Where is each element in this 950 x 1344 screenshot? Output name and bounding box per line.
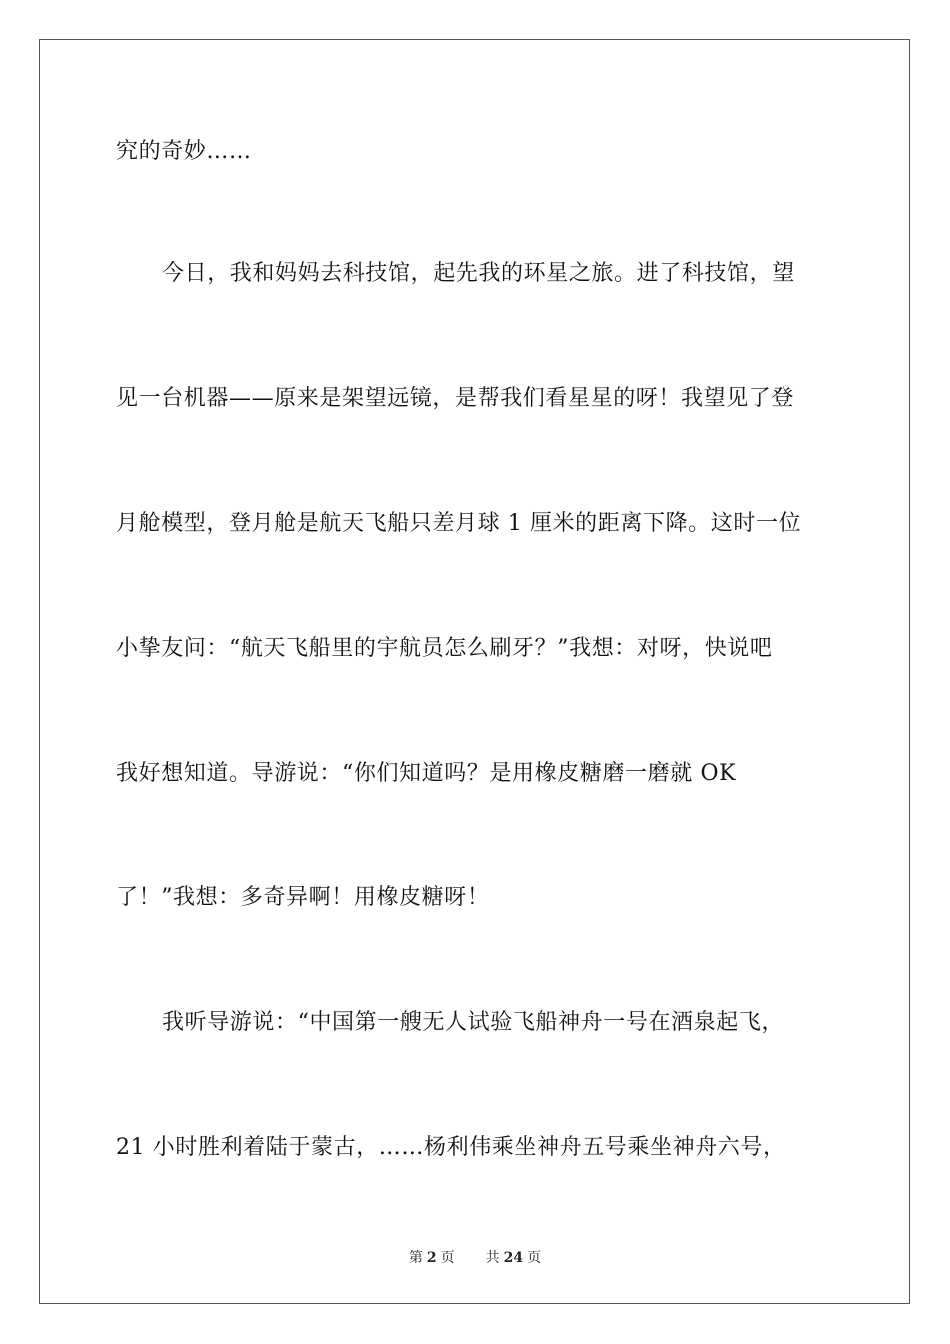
page-prefix: 第: [408, 1250, 423, 1266]
total-suffix: 页: [527, 1250, 542, 1266]
paragraph-start-2: 我听导游说：“中国第一艘无人试验飞船神舟一号在酒泉起飞，: [162, 1010, 785, 1035]
page-suffix: 页: [440, 1250, 455, 1266]
total-prefix: 共: [485, 1250, 500, 1266]
text-line-4: 月舱模型，登月舱是航天飞船只差月球 1 厘米的距离下降。这时一位: [116, 511, 802, 536]
text-line-6: 我好想知道。导游说：“你们知道吗？是用橡皮糖磨一磨就 OK: [116, 761, 737, 786]
text-line-9: 21 小时胜利着陆于蒙古，……杨利伟乘坐神舟五号乘坐神舟六号，: [116, 1135, 786, 1160]
paragraph-start-1: 今日，我和妈妈去科技馆，起先我的环星之旅。进了科技馆，望: [162, 261, 795, 286]
page-number: 2: [426, 1250, 437, 1266]
page-footer: [0, 1247, 950, 1267]
text-line-1: 究的奇妙……: [116, 139, 252, 164]
page-frame: [39, 39, 910, 1304]
text-line-5: 小挚友问：“航天飞船里的宇航员怎么刷牙？”我想：对呀，快说吧: [116, 636, 773, 661]
text-line-3: 见一台机器——原来是架望远镜，是帮我们看星星的呀！我望见了登: [116, 386, 795, 411]
text-line-7: 了！”我想：多奇异啊！用橡皮糖呀！: [116, 885, 490, 910]
total-pages: 24: [503, 1250, 524, 1266]
